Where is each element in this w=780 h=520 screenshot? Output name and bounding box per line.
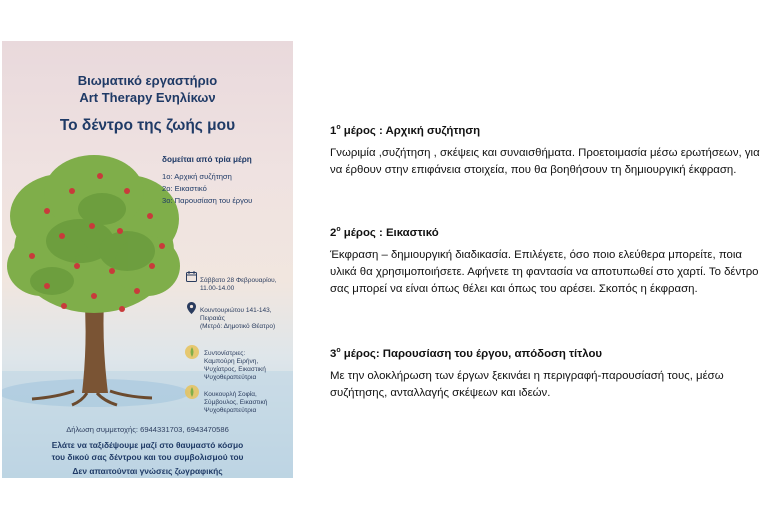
structure-heading: δομείται από τρία μέρη [162, 155, 252, 164]
poster-part-2: 2ο: Εικαστικό [162, 184, 207, 193]
event-date: Σάββατο 28 Φεβρουαρίου, 11.00-14.00 [200, 276, 277, 292]
cta-line1: Ελάτε να ταξιδέψουμε μαζί στο θαυμαστό κόσμο [51, 440, 244, 450]
section-3-ordinal: ο [336, 347, 341, 354]
section-3-body: Με την ολοκλήρωση των έργων ξεκινάει η περιγραφή-παρουσίασή τους, μέσω συζήτησης, ανταλλαγής σκέψεων και ιδεών. [330, 369, 724, 399]
section-3-title: μέρος: Παρουσίαση του έργου, απόδοση τίτλου [340, 347, 603, 360]
address-line2: Πειραιάς [200, 314, 225, 322]
coordinator-1: Καμπούρη Ειρήνη, Ψυχίατρος, Εικαστική Ψυχοθεραπεύτρια [204, 357, 266, 381]
address-line1: Κουντουριώτου 141-143, [200, 306, 272, 314]
section-2-ordinal: ο [336, 226, 341, 233]
section-part-3 [330, 343, 760, 402]
section-1-heading [330, 120, 760, 139]
event-poster [2, 41, 293, 478]
section-part-1 [330, 120, 760, 179]
poster-main-title: Το δέντρο της ζωής μου [59, 117, 236, 134]
cta-line2: του δικού σας δέντρου και του συμβολισμού του [51, 452, 244, 462]
section-1-number: 1 [330, 124, 337, 137]
cta-line3: Δεν απαιτούνται γνώσεις ζωγραφικής [72, 466, 223, 476]
section-3-heading [330, 343, 760, 362]
coordinator-logo-icon-2 [184, 384, 200, 400]
address-line3: (Μετρό: Δημοτικό Θέατρο) [200, 322, 276, 330]
poster-part-1: 1ο: Αρχική συζήτηση [162, 172, 232, 181]
section-2-heading [330, 222, 760, 241]
poster-title-line2: Art Therapy Ενηλίκων [79, 90, 216, 105]
coordinator-2: Κουκουρλή Σοφία, Σύμβουλος, Εικαστική Ψυχοθεραπεύτρια [204, 390, 268, 414]
coordinators-label: Συντονίστριες: [204, 349, 246, 357]
poster-title-line1: Βιωματικό εργαστήριο [77, 73, 218, 88]
section-part-2 [330, 222, 760, 298]
poster-part-3: 3ο: Παρουσίαση του έργου [162, 196, 253, 205]
location-pin-icon [187, 302, 196, 314]
calendar-icon [186, 271, 197, 282]
coordinator-logo-icon [184, 344, 200, 360]
section-2-number: 2 [330, 226, 337, 239]
section-3-number: 3 [330, 347, 337, 360]
section-2-body: Έκφραση – δημιουργική διαδικασία. Επιλέγετε, όσο ποιο ελεύθερα μπορείτε, ποια υλικά θα χρησιμοποιήσετε. Αφήνετε τη φαντασία να αποτυπωθεί στο χαρτί. Το δέντρο σας μπορεί να είναι όπως θέλει και όπως του αρέσει. Σκοπός η έκφραση. [330, 248, 759, 295]
section-1-title: μέρος : Αρχική συζήτηση [340, 124, 481, 137]
registration-phone: Δήλωση συμμετοχής: 6944331703, 6943470586 [66, 425, 229, 434]
section-1-ordinal: ο [336, 124, 341, 131]
section-1-body: Γνωριμία ,συζήτηση , σκέψεις και συναισθήματα. Προετοιμασία μέσω ερωτήσεων, για να έρθουν στην επιφάνεια στοιχεία, που θα βοηθήσουν τη δημιουργική έκφραση. [330, 146, 760, 176]
section-2-title: μέρος : Εικαστικό [340, 226, 439, 239]
